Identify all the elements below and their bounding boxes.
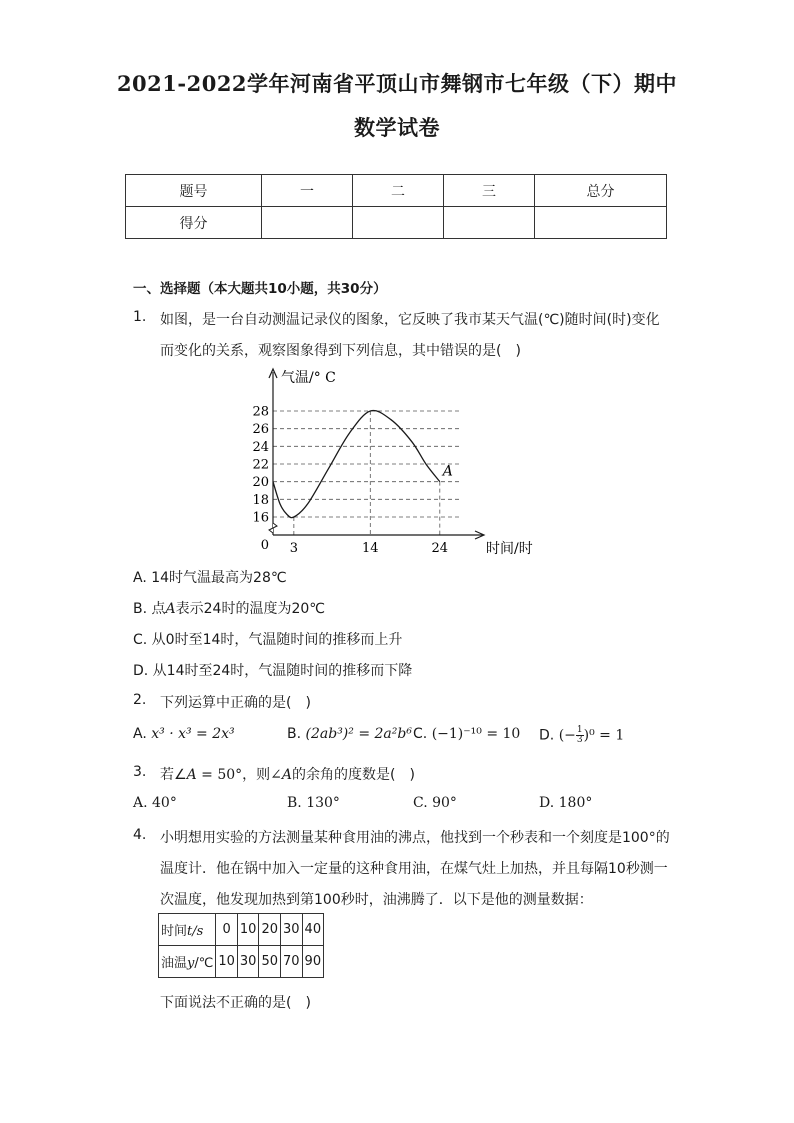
- table-cell: 40: [302, 914, 324, 946]
- option-expr-post: )⁰ = 1: [583, 727, 625, 744]
- table-cell: 50: [259, 946, 281, 978]
- option-a: A. 40°: [133, 795, 177, 811]
- option-label: B.: [287, 726, 302, 742]
- label-unit: /s: [192, 924, 204, 939]
- option-expr: x³ · x³ = 2x³: [151, 726, 235, 742]
- table-cell: 30: [281, 914, 303, 946]
- score-header-cell: 二: [353, 175, 444, 207]
- paper-title-line2: 数学试卷: [354, 115, 440, 140]
- chart-tick-labels: [252, 405, 448, 557]
- measurement-table: [158, 913, 324, 978]
- score-header-cell: 题号: [126, 175, 262, 207]
- option-c: C. 从0时至14时，气温随时间的推移而上升: [133, 632, 403, 648]
- question-1-line1: 如图，是一台自动测温记录仪的图象，它反映了我市某天气温(℃)随时间(时)变化: [160, 312, 660, 328]
- question-number: 1.: [133, 309, 147, 325]
- row-label: [159, 946, 216, 978]
- stem-text: 若∠: [160, 767, 187, 783]
- score-cell: [444, 207, 535, 239]
- chart-y-tick-label: 22: [252, 457, 269, 473]
- fraction-denominator: 3: [576, 735, 583, 745]
- option-d: D. 从14时至24时，气温随时间的推移而下降: [133, 663, 413, 679]
- score-cell: [353, 207, 444, 239]
- score-cell: [262, 207, 353, 239]
- fraction: [576, 726, 584, 745]
- question-4-line1: 小明想用实验的方法测量某种食用油的沸点，他找到一个秒表和一个刻度是100°的: [160, 830, 670, 846]
- table-cell: 0: [216, 914, 238, 946]
- table-cell: 20: [259, 914, 281, 946]
- question-4-line2: 温度计．他在锅中加入一定量的这种食用油，在煤气灶上加热，并且每隔10秒测一: [160, 861, 668, 877]
- question-number: 3.: [133, 764, 147, 780]
- option-expr: (2ab³)² = 2a²b⁶: [305, 726, 412, 742]
- chart-y-tick-label: 24: [252, 439, 269, 455]
- stem-text: = 50°，则∠: [196, 767, 282, 783]
- label-text: 油温: [161, 956, 188, 971]
- table-cell: 10: [216, 946, 238, 978]
- stem-text: 的余角的度数是( ): [292, 767, 415, 783]
- score-table-header-row: [126, 175, 667, 207]
- label-text: 时间: [161, 924, 188, 939]
- chart-y-tick-label: 18: [252, 492, 269, 508]
- chart-y-tick-label: 16: [252, 510, 269, 526]
- table-row: [159, 914, 324, 946]
- option-b: [287, 726, 412, 742]
- option-label: D.: [539, 727, 555, 744]
- table-cell: 90: [302, 946, 324, 978]
- table-cell: 10: [237, 914, 259, 946]
- chart-point-a-label: A: [442, 463, 453, 480]
- chart-axis-break: [269, 523, 277, 533]
- score-header-cell: 一: [262, 175, 353, 207]
- option-a: [133, 726, 235, 742]
- section-heading: 一、选择题（本大题共10小题，共30分）: [133, 281, 387, 297]
- paper-title-line1: 2021-2022学年河南省平顶山市舞钢市七年级（下）期中: [116, 71, 678, 96]
- table-row: [159, 946, 324, 978]
- table-cell: 70: [281, 946, 303, 978]
- chart-x-tick-label: 3: [289, 541, 298, 556]
- option-c: C. 90°: [413, 795, 457, 811]
- option-d: [539, 726, 624, 745]
- question-1-line2: 而变化的关系，观察图象得到下列信息，其中错误的是( ): [160, 343, 521, 359]
- option-b: B. 130°: [287, 795, 340, 811]
- label-unit: /℃: [194, 956, 214, 971]
- chart-y-tick-label: 20: [252, 475, 269, 491]
- question-2-stem: 下列运算中正确的是( ): [160, 695, 311, 711]
- score-header-cell: 三: [444, 175, 535, 207]
- chart-origin-label: 0: [260, 538, 269, 553]
- option-b: [133, 598, 325, 618]
- option-expr: (−1)⁻¹⁰ = 10: [431, 726, 521, 742]
- score-table: [125, 174, 667, 239]
- option-expr-pre: (−: [558, 727, 576, 744]
- label-var: t: [187, 924, 193, 939]
- question-4-stem: 下面说法不正确的是( ): [160, 995, 311, 1011]
- option-label: C.: [413, 726, 428, 742]
- score-row-label: 得分: [126, 207, 262, 239]
- temperature-chart: [252, 362, 555, 562]
- option-d: D. 180°: [539, 795, 593, 811]
- chart-y-tick-label: 26: [252, 422, 269, 438]
- fraction-numerator: 1: [576, 725, 583, 735]
- row-label: [159, 914, 216, 946]
- question-3-stem: [160, 764, 415, 784]
- option-label: A.: [133, 726, 147, 742]
- chart-y-axis-label: 气温/° C: [281, 370, 336, 386]
- chart-x-tick-label: 24: [431, 541, 449, 556]
- label-var: y: [187, 956, 195, 971]
- question-4-line3: 次温度，他发现加热到第100秒时，油沸腾了．以下是他的测量数据：: [160, 892, 593, 908]
- option-a: A. 14时气温最高为28℃: [133, 570, 287, 586]
- chart-x-axis-label: 时间/时: [486, 541, 533, 557]
- score-cell: [535, 207, 667, 239]
- score-table-score-row: [126, 207, 667, 239]
- stem-var: A: [186, 767, 197, 783]
- option-c: [413, 726, 520, 742]
- score-header-cell: 总分: [535, 175, 667, 207]
- question-number: 2.: [133, 692, 147, 708]
- table-cell: 30: [237, 946, 259, 978]
- option-b-prefix: B. 点: [133, 601, 166, 617]
- stem-var: A: [281, 767, 292, 783]
- option-b-suffix: 表示24时的温度为20℃: [175, 601, 325, 617]
- question-number: 4.: [133, 827, 147, 843]
- chart-y-tick-label: 28: [252, 404, 269, 420]
- chart-x-tick-label: 14: [362, 541, 379, 556]
- chart-axes: [269, 369, 484, 539]
- option-b-var: A: [165, 601, 176, 617]
